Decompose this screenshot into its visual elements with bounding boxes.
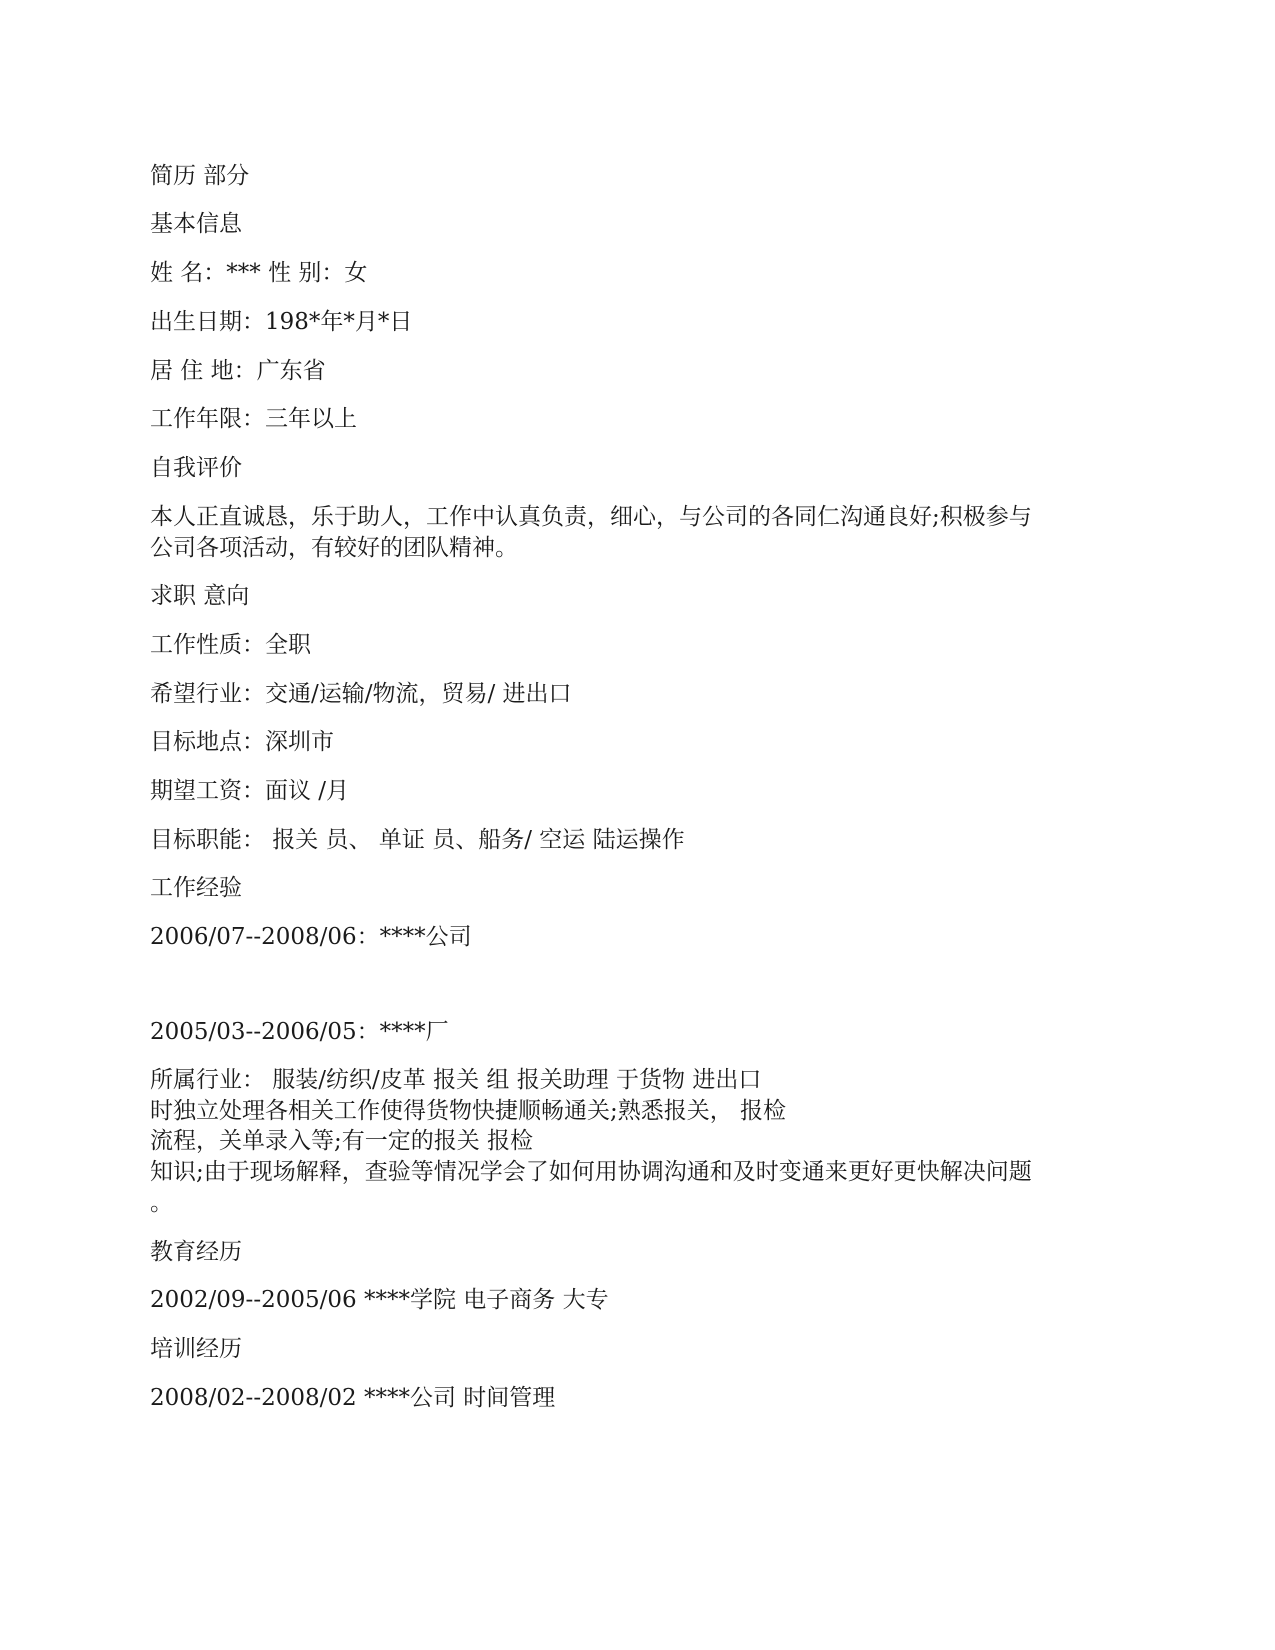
work-entry: 2005/03--2006/05：****厂 [150, 1019, 449, 1045]
work-detail-line: 知识;由于现场解释，查验等情况学会了如何用协调沟通和及时变通来更好更快解决问题 [150, 1159, 1032, 1185]
training-heading: 培训经历 [150, 1336, 242, 1362]
education-entry: 2002/09--2005/06 ****学院 电子商务 大专 [150, 1287, 609, 1313]
job-type-line: 工作性质：全职 [150, 632, 311, 658]
work-years-line: 工作年限：三年以上 [150, 406, 357, 432]
work-detail-line: 流程，关单录入等;有一定的报关 报检 [150, 1128, 534, 1154]
residence-line: 居 住 地：广东省 [150, 358, 326, 384]
birth-date-line: 出生日期：198*年*月*日 [150, 309, 413, 335]
basic-info-heading: 基本信息 [150, 211, 242, 237]
education-heading: 教育经历 [150, 1239, 242, 1265]
industry-line: 希望行业：交通/运输/物流，贸易/ 进出口 [150, 681, 572, 707]
work-detail-line: 。 [150, 1190, 173, 1216]
work-entry: 2006/07--2008/06：****公司 [150, 924, 472, 950]
work-detail-line: 所属行业： 服装/纺织/皮革 报关 组 报关助理 于货物 进出口 [150, 1067, 762, 1093]
resume-title: 简历 部分 [150, 163, 250, 189]
job-intention-heading: 求职 意向 [150, 583, 250, 609]
self-evaluation-text-line: 公司各项活动，有较好的团队精神。 [150, 535, 518, 561]
work-experience-heading: 工作经验 [150, 875, 242, 901]
name-gender-line: 姓 名：*** 性 别：女 [150, 260, 368, 286]
training-entry: 2008/02--2008/02 ****公司 时间管理 [150, 1385, 556, 1411]
functions-line: 目标职能： 报关 员、 单证 员、船务/ 空运 陆运操作 [150, 827, 685, 853]
self-evaluation-text-line: 本人正直诚恳，乐于助人，工作中认真负责，细心，与公司的各同仁沟通良好;积极参与 [150, 504, 1032, 530]
salary-line: 期望工资：面议 /月 [150, 778, 350, 804]
location-line: 目标地点：深圳市 [150, 729, 334, 755]
work-detail-line: 时独立处理各相关工作使得货物快捷顺畅通关;熟悉报关， 报检 [150, 1098, 787, 1124]
self-evaluation-heading: 自我评价 [150, 455, 242, 481]
